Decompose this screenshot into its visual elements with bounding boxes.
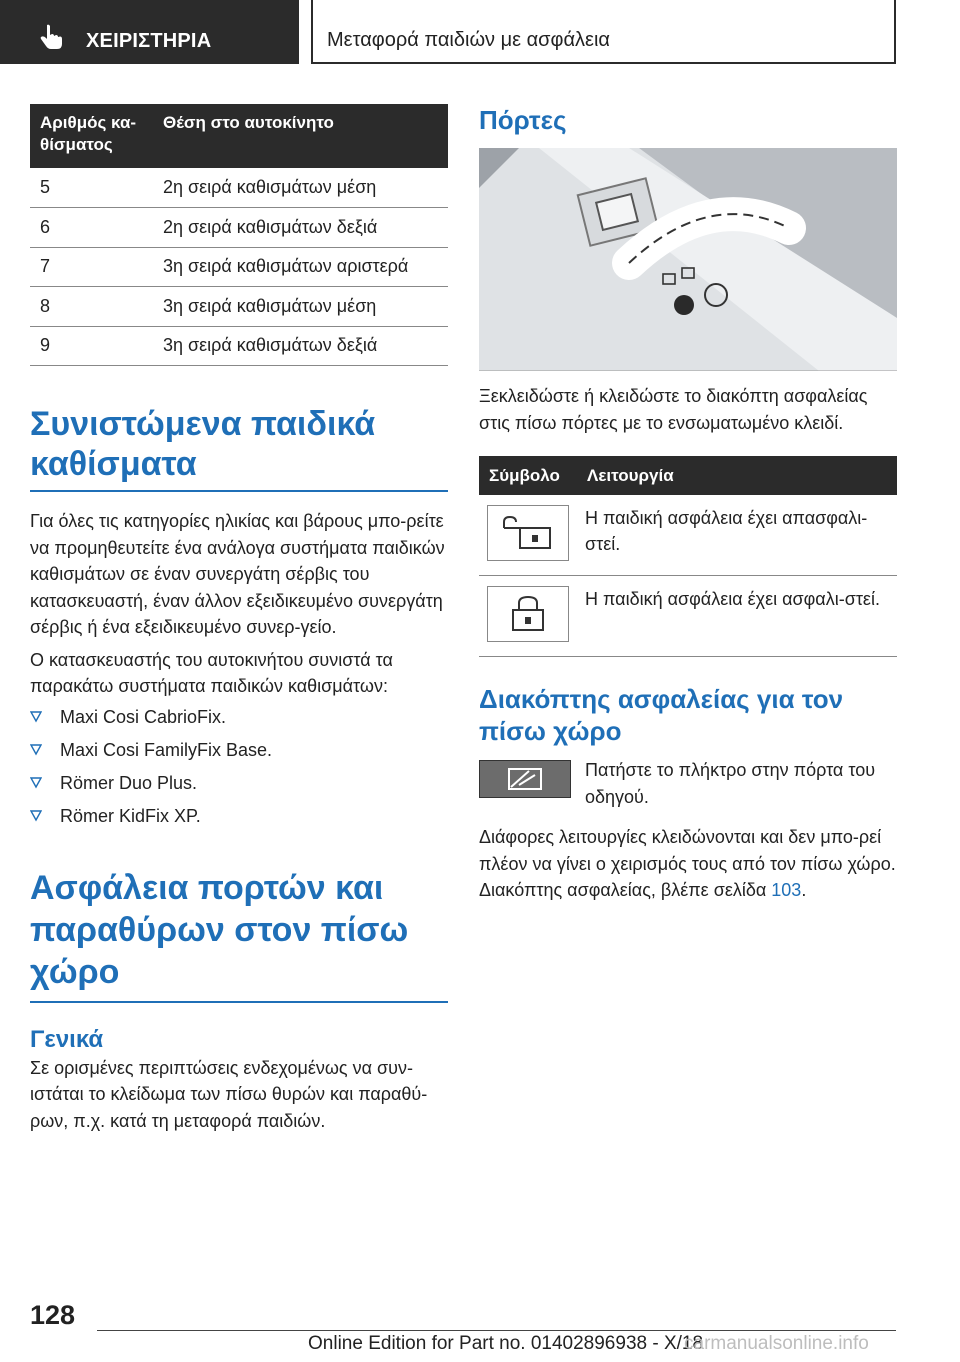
recommended-paragraph: Για όλες τις κατηγορίες ηλικίας και βάρους μπο-ρείτε να προμηθευτείτε ένα ανάλογα συστήματα παιδικών καθισμάτων σε έναν συνεργάτη σέρβις του κατασκευαστή, έναν άλλον εξειδικευμένο συνεργάτη σέρβις ή ένα εξειδικευμένο συνερ-γείο. — [30, 511, 445, 637]
recommended-list — [30, 701, 448, 833]
seat-number: 6 — [30, 208, 153, 248]
table-row — [30, 326, 448, 366]
seat-number: 7 — [30, 247, 153, 287]
triangle-bullet-icon — [30, 810, 42, 822]
lock-open-icon — [487, 505, 569, 561]
door-window-lock-heading: Ασφάλεια πορτών και παραθύρων στον πίσω χώρο — [30, 867, 448, 1003]
recommended-seats-heading: Συνιστώμενα παιδικά καθίσματα — [30, 404, 448, 492]
list-item: Maxi Cosi CabrioFix. — [30, 701, 448, 734]
function-header: Λειτουργία — [577, 456, 897, 495]
seat-position: 2η σειρά καθισμάτων δεξιά — [153, 208, 448, 248]
table-row — [30, 247, 448, 287]
header-section-tab — [0, 0, 299, 64]
table-row — [30, 168, 448, 208]
doors-heading: Πόρτες — [479, 105, 567, 135]
triangle-bullet-icon — [30, 744, 42, 756]
hand-pointer-icon — [38, 23, 66, 51]
symbol-table-header — [479, 456, 897, 495]
seat-position: 3η σειρά καθισμάτων μέση — [153, 287, 448, 327]
triangle-bullet-icon — [30, 777, 42, 789]
general-subheading: Γενικά — [30, 1025, 104, 1053]
lock-closed-icon — [487, 586, 569, 642]
locked-description: Η παιδική ασφάλεια έχει ασφαλι-στεί. — [577, 576, 897, 657]
right-column — [479, 104, 897, 904]
door-lock-drawing — [479, 148, 897, 371]
section-title: ΧΕΙΡΙΣΤΗΡΙΑ — [86, 30, 212, 52]
triangle-bullet-icon — [30, 711, 42, 723]
watermark: carmanualsonline.info — [684, 1333, 869, 1354]
list-item: Römer KidFix XP. — [30, 800, 448, 833]
seat-number-header: Αριθμός κα-θίσματος — [30, 104, 153, 168]
seat-table-header — [30, 104, 448, 168]
symbol-table — [479, 456, 897, 657]
child-lock-illustration — [479, 148, 897, 371]
table-row — [30, 287, 448, 327]
list-item: Maxi Cosi FamilyFix Base. — [30, 734, 448, 767]
seat-number: 9 — [30, 326, 153, 366]
footer-rule — [97, 1330, 896, 1331]
page-number: 128 — [30, 1300, 76, 1330]
seat-number: 8 — [30, 287, 153, 327]
doors-caption: Ξεκλειδώστε ή κλειδώστε το διακόπτη ασφαλείας στις πίσω πόρτες με το ενσωματωμένο κλειδί. — [479, 386, 868, 433]
safety-switch-heading: Διακόπτης ασφαλείας για τον πίσω χώρο — [479, 684, 844, 746]
seat-table — [30, 104, 448, 366]
switch-instruction: Πατήστε το πλήκτρο στην πόρτα του οδηγού. — [585, 760, 876, 807]
list-item: Römer Duo Plus. — [30, 767, 448, 800]
edition-text: Online Edition for Part no. 01402896938 - X/18 — [308, 1333, 704, 1354]
switch-instruction-block — [479, 757, 897, 810]
left-column — [30, 104, 448, 1134]
seat-position: 3η σειρά καθισμάτων αριστερά — [153, 247, 448, 287]
seat-number: 5 — [30, 168, 153, 208]
general-paragraph: Σε ορισμένες περιπτώσεις ενδεχομένως να συν-ιστάται το κλείδωμα των πίσω θυρών και παραθύ-ρων, π.χ. κατά τη μεταφορά παιδιών. — [30, 1057, 428, 1131]
table-row — [479, 495, 897, 576]
header-subtitle-box — [311, 0, 896, 64]
page-reference-link[interactable]: 103 — [771, 880, 802, 900]
seat-position-header: Θέση στο αυτοκίνητο — [153, 104, 448, 168]
seat-position: 2η σειρά καθισμάτων μέση — [153, 168, 448, 208]
seat-position: 3η σειρά καθισμάτων δεξιά — [153, 326, 448, 366]
switch-paragraph: Διάφορες λειτουργίες κλειδώνονται και δεν μπο-ρεί πλέον να γίνει ο χειρισμός τους από τον πίσω χώρο. Διακόπτης ασφαλείας, βλέπε σελίδα 103. — [479, 827, 896, 900]
table-row — [30, 208, 448, 248]
recommended-intro: Ο κατασκευαστής του αυτοκινήτου συνιστά τα παρακάτω συστήματα παιδικών καθισμάτων: — [30, 649, 393, 696]
window-lock-button-icon — [479, 760, 571, 798]
table-row — [479, 576, 897, 657]
unlocked-description: Η παιδική ασφάλεια έχει απασφαλι-στεί. — [577, 495, 897, 576]
symbol-header: Σύμβολο — [479, 456, 577, 495]
chapter-title: Μεταφορά παιδιών με ασφάλεια — [327, 29, 610, 51]
